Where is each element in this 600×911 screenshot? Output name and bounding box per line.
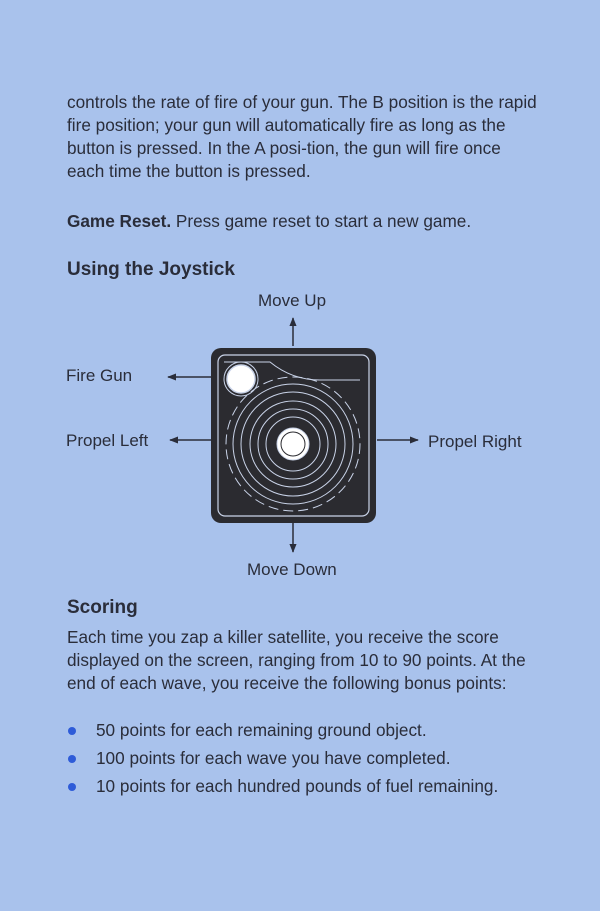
bonus-item-text: 50 points for each remaining ground object. bbox=[96, 720, 427, 740]
bullet-icon bbox=[68, 727, 76, 735]
propel-right-label: Propel Right bbox=[428, 432, 522, 451]
game-reset-title: Game Reset. bbox=[67, 211, 172, 231]
propel-left-label: Propel Left bbox=[66, 431, 149, 450]
scoring-paragraph: Each time you zap a killer satellite, you receive the score displayed on the screen, ranging from 10 to 90 points. At the end of each wave, you receive the following bonus points: bbox=[67, 627, 526, 693]
list-item bbox=[67, 719, 537, 742]
move-up-label: Move Up bbox=[258, 291, 327, 310]
list-item bbox=[67, 775, 537, 798]
bonus-item-text: 10 points for each hundred pounds of fuel remaining. bbox=[96, 776, 499, 796]
bullet-icon bbox=[68, 755, 76, 763]
bonus-item-text: 100 points for each wave you have completed. bbox=[96, 748, 451, 768]
list-item bbox=[67, 747, 537, 770]
joystick-heading: Using the Joystick bbox=[67, 259, 235, 280]
fire-button-icon bbox=[227, 365, 255, 393]
bullet-icon bbox=[68, 783, 76, 791]
game-reset-text: Press game reset to start a new game. bbox=[171, 211, 472, 231]
joystick-icon bbox=[211, 348, 376, 523]
bonus-list bbox=[67, 719, 537, 803]
scoring-heading: Scoring bbox=[67, 597, 138, 618]
fire-gun-label: Fire Gun bbox=[66, 366, 133, 385]
intro-paragraph: controls the rate of fire of your gun. The B position is the rapid fire position; your gun will automatically fire as long as the button is pressed. In the A posi-tion, the gun will fire once each time the button is pressed. bbox=[67, 92, 537, 181]
move-down-label: Move Down bbox=[247, 560, 337, 579]
